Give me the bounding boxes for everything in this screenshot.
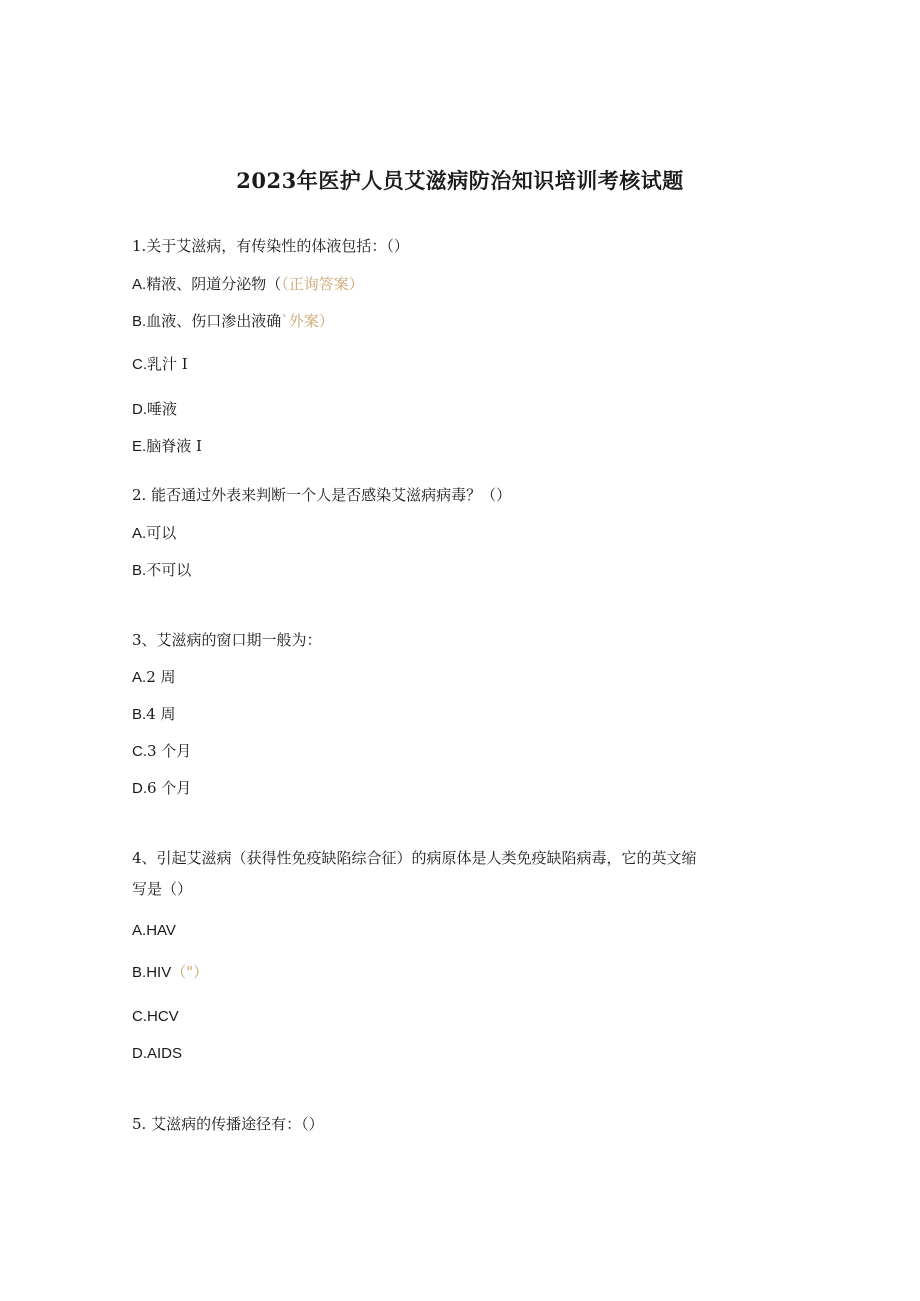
question-1-option-b [132, 310, 334, 333]
answer-mark: （正询答案） [281, 275, 364, 293]
question-5-stem: 5. 艾滋病的传播途径有：（） [132, 1115, 324, 1133]
option-label: B. [132, 964, 147, 981]
question-3-option-d [132, 777, 191, 800]
option-text: HCV [147, 1008, 179, 1025]
question-4-option-a [132, 920, 176, 942]
option-label: D. [132, 401, 147, 418]
option-label: E. [132, 438, 147, 455]
question-2-option-a [132, 522, 176, 545]
option-text: AIDS [147, 1045, 183, 1062]
question-1-option-d [132, 398, 177, 421]
option-label: A. [132, 525, 147, 542]
question-4-stem-continued: 写是（） [132, 880, 193, 898]
question-2-stem: 2. 能否通过外表来判断一个人是否感染艾滋病病毒？（） [132, 486, 512, 504]
option-text: HIV [146, 964, 172, 981]
option-label: A. [132, 922, 147, 939]
question-1-option-c [132, 353, 188, 376]
question-4-option-c [132, 1006, 179, 1028]
option-text: 不可以 [146, 561, 192, 579]
option-label: D. [132, 1045, 147, 1062]
question-4-option-d [132, 1043, 182, 1065]
option-text: 6 个月 [147, 779, 192, 797]
option-label: B. [132, 706, 147, 723]
option-label: C. [132, 1008, 147, 1025]
option-label: A. [132, 276, 147, 293]
question-4-stem: 4、引起艾滋病（获得性免疫缺陷综合征）的病原体是人类免疫缺陷病毒，它的英文缩 [132, 849, 697, 867]
option-label: C. [132, 356, 147, 373]
question-1-option-a [132, 273, 364, 296]
question-1-option-e [132, 435, 202, 458]
option-label: B. [132, 562, 147, 579]
option-text: 2 周 [146, 668, 176, 686]
question-4-option-b [132, 961, 208, 984]
option-label: D. [132, 780, 147, 797]
option-label: C. [132, 743, 147, 760]
question-3-option-a [132, 666, 176, 689]
question-3-option-b [132, 703, 176, 726]
option-text: HAV [146, 922, 176, 939]
option-text: 4 周 [146, 705, 176, 723]
question-3-stem: 3、艾滋病的窗口期一般为： [132, 631, 322, 649]
answer-mark: （"） [171, 963, 209, 981]
page-title: 2023年医护人员艾滋病防治知识培训考核试题 [236, 168, 684, 193]
answer-mark: `外案） [281, 312, 334, 330]
option-label: B. [132, 313, 147, 330]
option-text: 血液、伤口渗出液确 [146, 312, 282, 330]
option-text: 唾液 [147, 400, 178, 418]
option-label: A. [132, 669, 147, 686]
question-3-option-c [132, 740, 191, 763]
question-2-option-b [132, 559, 191, 582]
question-1-stem: 1.关于艾滋病，有传染性的体液包括：（） [132, 237, 409, 255]
option-text: 可以 [146, 524, 177, 542]
option-text: 精液、阴道分泌物（ [146, 275, 282, 293]
option-text: 3 个月 [147, 742, 192, 760]
option-text: 脑脊液 I [146, 437, 202, 455]
option-text: 乳汁 I [147, 355, 188, 373]
